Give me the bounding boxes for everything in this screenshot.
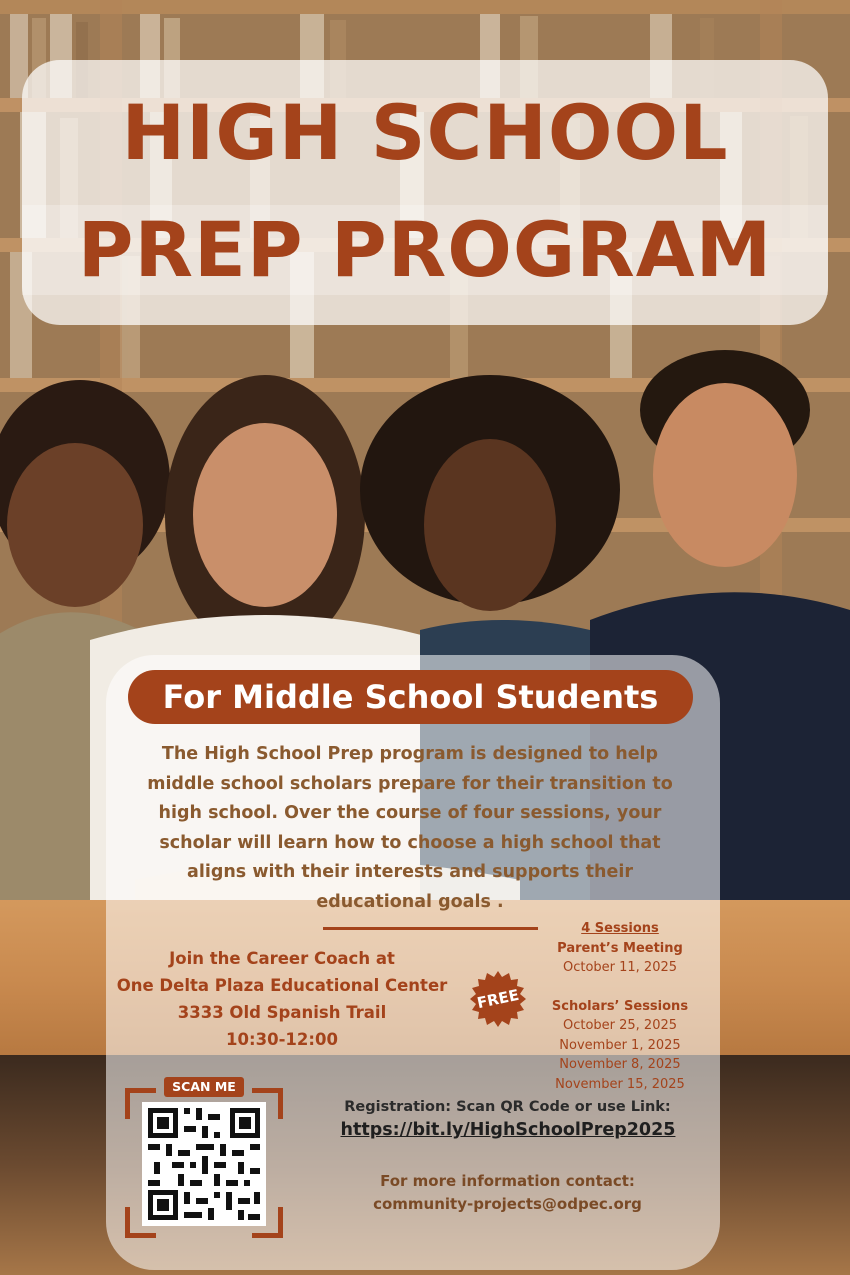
contact-label: For more information contact:	[380, 1172, 635, 1190]
session-date: November 1, 2025	[559, 1037, 681, 1053]
qr-code-icon[interactable]	[142, 1102, 266, 1226]
location-block	[108, 945, 456, 1053]
subtitle-banner: For Middle School Students	[128, 670, 693, 724]
parents-meeting-date: October 11, 2025	[562, 960, 678, 975]
free-badge-label: FREE	[475, 985, 521, 1013]
contact-email[interactable]: community-projects@odpec.org	[373, 1195, 642, 1213]
parents-meeting-label: Parent’s Meeting	[557, 940, 683, 956]
session-date: November 15, 2025	[555, 1076, 685, 1092]
location-line-1: Join the Career Coach at	[169, 949, 395, 968]
location-line-3: 3333 Old Spanish Trail	[177, 1003, 387, 1022]
session-date: October 25, 2025	[562, 1018, 678, 1033]
program-description: The High School Prep program is designed to help middle school scholars prepare for their transition to high school. Over the course of four sessions, your scholar will learn how to choose a high school that aligns with their interests and supports their educational goals .	[147, 744, 673, 912]
scan-me-label: SCAN ME	[164, 1077, 244, 1097]
registration-label: Registration: Scan QR Code or use Link:	[344, 1099, 671, 1115]
title-line-2: PREP PROGRAM	[77, 205, 773, 294]
title-line-1: HIGH SCHOOL	[121, 88, 729, 177]
registration-link[interactable]: https://bit.ly/HighSchoolPrep2025	[340, 1120, 676, 1140]
location-line-2: One Delta Plaza Educational Center	[116, 976, 448, 995]
sessions-heading: 4 Sessions	[581, 921, 659, 936]
divider	[323, 927, 538, 930]
session-date: November 8, 2025	[559, 1057, 681, 1072]
scholars-sessions-label: Scholars’ Sessions	[551, 998, 689, 1014]
sessions-schedule	[540, 919, 700, 1094]
location-time: 10:30-12:00	[226, 1030, 338, 1049]
